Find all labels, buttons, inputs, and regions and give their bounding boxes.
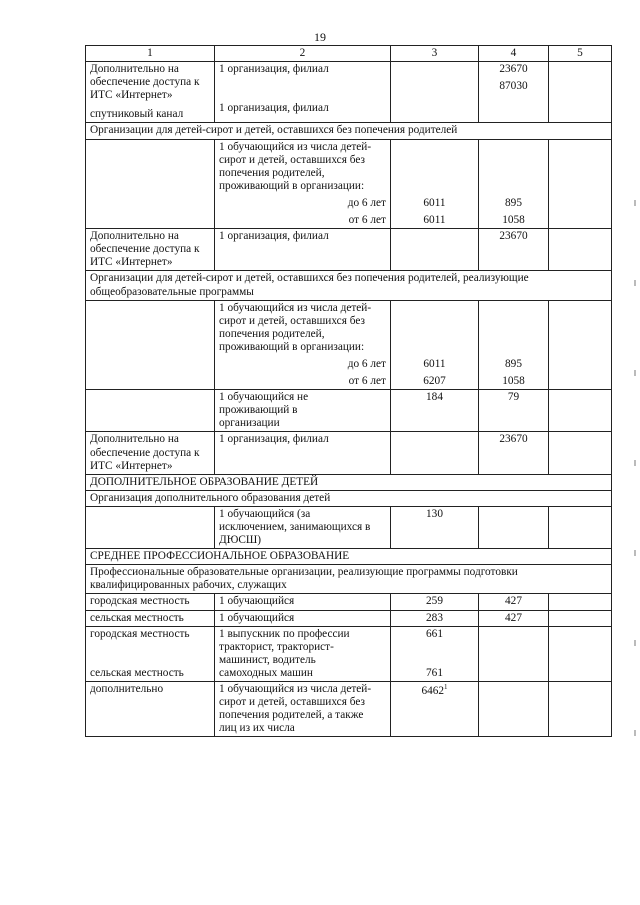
section-heading-row — [86, 474, 612, 490]
value-cell: 6011 — [423, 357, 446, 370]
value-cell: 1058 — [502, 214, 525, 227]
unit-text: 1 обучающийся не проживающий в организации — [215, 390, 391, 432]
page-number: 19 — [314, 30, 326, 44]
value-cell: 23670 — [499, 63, 528, 76]
scan-edge-marks — [634, 200, 638, 800]
table-row — [86, 682, 612, 737]
age-label: от 6 лет — [348, 214, 386, 227]
section-title: Профессиональные образовательные организации, реализующие программы подготовки квалифицированных рабочих, служащих — [86, 565, 612, 594]
footnote-mark: 1 — [444, 683, 448, 692]
value-cell: 427 — [479, 610, 549, 626]
value-cell: 1058 — [502, 375, 525, 388]
table-row — [86, 390, 612, 432]
unit-text: 1 обучающийся из числа детей-сирот и детей, оставшихся без попечения родителей, а также лиц из их числа — [215, 682, 391, 737]
value-cell: 23670 — [479, 432, 549, 474]
section-title-row — [86, 271, 612, 300]
table-row — [86, 610, 612, 626]
table-row — [86, 62, 612, 123]
unit-text: 1 обучающийся из числа детей-сирот и детей, оставшихся без попечения родителей, проживающий в организации: — [219, 301, 372, 353]
row-label-satellite: спутниковый канал — [90, 108, 184, 121]
section-title-row — [86, 490, 612, 506]
col-header-3: 3 — [391, 46, 479, 62]
table-row — [86, 229, 612, 271]
section-title: Организация дополнительного образования детей — [86, 490, 612, 506]
value-cell: 259 — [391, 594, 479, 610]
unit-text: 1 обучающийся — [215, 594, 391, 610]
value-cell: 6207 — [423, 375, 446, 388]
value-cell: 184 — [391, 390, 479, 432]
value-cell: 661 — [426, 627, 443, 640]
row-label: Дополнительно на обеспечение доступа к ИТС «Интернет» — [90, 63, 200, 102]
table-row — [86, 139, 612, 229]
table-row — [86, 594, 612, 610]
tariff-table — [85, 45, 612, 737]
value-cell: 6011 — [423, 196, 446, 209]
value-cell: 6462 — [421, 684, 445, 697]
row-label: Дополнительно на обеспечение доступа к ИТС «Интернет» — [86, 229, 215, 271]
value-cell: 6011 — [423, 214, 446, 227]
value-cell: 23670 — [479, 229, 549, 271]
section-title-row — [86, 565, 612, 594]
row-label: сельская местность — [86, 610, 215, 626]
value-cell: 283 — [391, 610, 479, 626]
value-cell: 130 — [391, 506, 479, 548]
age-label: до 6 лет — [347, 196, 386, 209]
section-title: Организации для детей-сирот и детей, оставшихся без попечения родителей — [86, 123, 612, 139]
col-header-4: 4 — [479, 46, 549, 62]
row-label: дополнительно — [86, 682, 215, 737]
age-label: от 6 лет — [348, 375, 386, 388]
unit-text: 1 организация, филиал — [219, 63, 329, 76]
unit-text: 1 организация, филиал — [215, 432, 391, 474]
section-heading: СРЕДНЕЕ ПРОФЕССИОНАЛЬНОЕ ОБРАЗОВАНИЕ — [86, 549, 612, 565]
unit-text: 1 обучающийся — [215, 610, 391, 626]
section-title-row — [86, 123, 612, 139]
header-row — [86, 46, 612, 62]
col-header-2: 2 — [215, 46, 391, 62]
unit-text: 1 выпускник по профессии тракторист, тракторист-машинист, водитель самоходных машин — [215, 626, 391, 681]
value-cell: 761 — [426, 666, 443, 679]
table-row — [86, 300, 612, 390]
row-label: сельская местность — [90, 666, 184, 679]
value-cell: 427 — [479, 594, 549, 610]
unit-text: 1 организация, филиал — [219, 102, 329, 115]
table-row — [86, 432, 612, 474]
row-label: Дополнительно на обеспечение доступа к ИТС «Интернет» — [86, 432, 215, 474]
section-heading: ДОПОЛНИТЕЛЬНОЕ ОБРАЗОВАНИЕ ДЕТЕЙ — [86, 474, 612, 490]
value-cell: 895 — [505, 357, 522, 370]
section-heading-row — [86, 549, 612, 565]
value-cell: 87030 — [499, 80, 528, 93]
value-cell: 895 — [505, 196, 522, 209]
col-header-5: 5 — [549, 46, 612, 62]
value-cell: 79 — [479, 390, 549, 432]
table-row — [86, 506, 612, 548]
unit-text: 1 организация, филиал — [215, 229, 391, 271]
age-label: до 6 лет — [347, 357, 386, 370]
row-label: городская местность — [86, 594, 215, 610]
row-label: городская местность — [90, 627, 190, 640]
unit-text: 1 обучающийся (за исключением, занимающихся в ДЮСШ) — [215, 506, 391, 548]
unit-text: 1 обучающийся из числа детей-сирот и детей, оставшихся без попечения родителей, проживающий в организации: — [219, 140, 372, 192]
table-row — [86, 626, 612, 681]
section-title: Организации для детей-сирот и детей, оставшихся без попечения родителей, реализующие общеобразовательные программы — [86, 271, 612, 300]
col-header-1: 1 — [86, 46, 215, 62]
